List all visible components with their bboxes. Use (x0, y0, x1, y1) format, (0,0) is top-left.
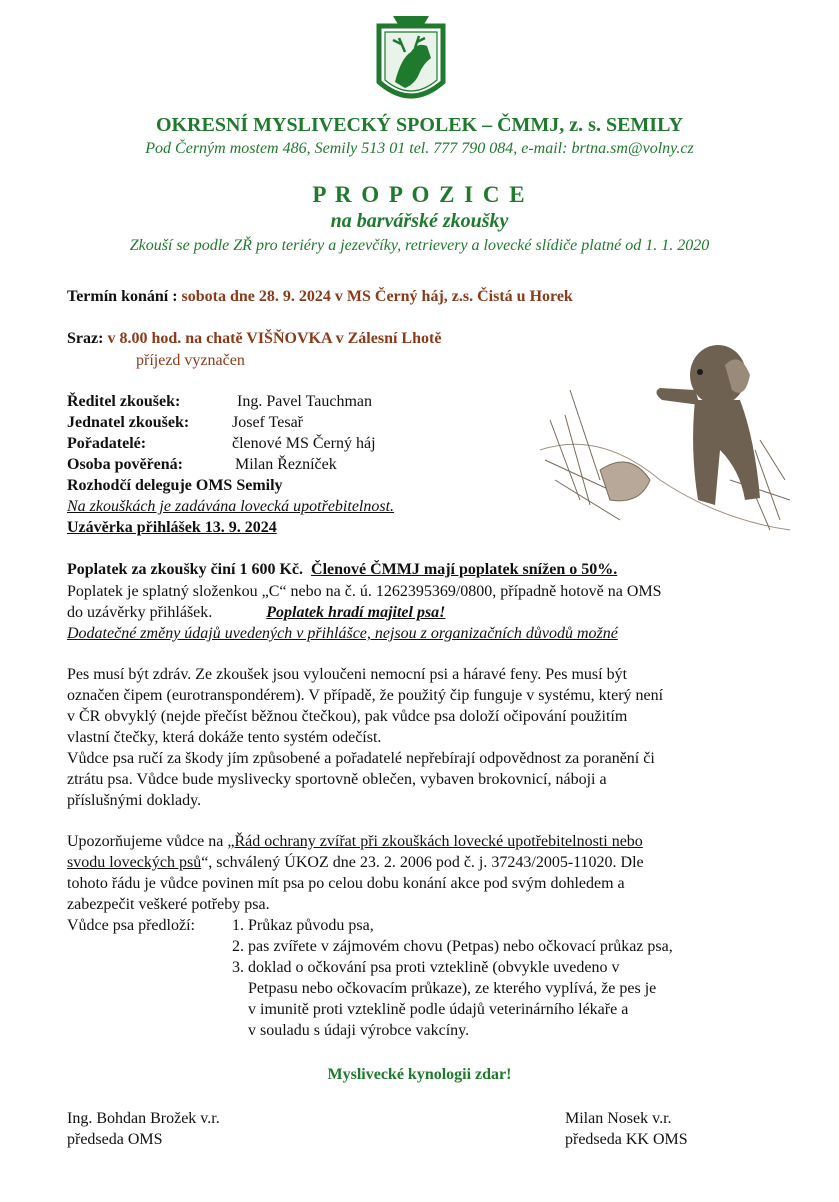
official-row (67, 393, 372, 411)
predlozi-label: Vůdce psa předloží: (67, 917, 195, 934)
fee-payer: Poplatek hradí majitel psa! (266, 604, 446, 621)
rozhodci: Rozhodčí deleguje OMS Semily (67, 477, 283, 494)
predlozi-item: 2. pas zvířete v zájmovém chovu (Petpas) nebo očkovací průkaz psa, (232, 938, 673, 955)
official-value: Milan Řezníček (235, 456, 337, 473)
official-row (67, 435, 376, 453)
rad-approval: “, schválený ÚKOZ dne 23. 2. 2006 pod č. j. 37243/2005-11020. Dle (201, 854, 644, 871)
health-line: Vůdce psa ručí za škody jím způsobené a pořadatelé nepřebírají odpovědnost za poranění či (67, 750, 655, 767)
official-value: členové MS Černý háj (232, 435, 376, 452)
health-line: označen čipem (eurotranspondérem). V případě, že použitý čip funguje v systému, který není (67, 687, 664, 704)
fee-line-1 (67, 561, 617, 579)
official-row (67, 456, 337, 474)
predlozi-item: 3. doklad o očkování psa proti vzteklině (obvykle uvedeno v (232, 959, 620, 976)
official-label: Jednatel zkoušek: (67, 414, 190, 431)
fee-line-3 (67, 604, 445, 622)
signature-left-role: předseda OMS (67, 1131, 163, 1148)
cmmj-logo (371, 12, 451, 112)
official-row (67, 414, 303, 432)
fee-deadline: do uzávěrky přihlášek. (67, 604, 213, 621)
fee-discount: Členové ČMMJ mají poplatek snížen o 50%. (311, 561, 618, 578)
signature-left-name: Ing. Bohdan Brožek v.r. (67, 1110, 220, 1127)
signature-right-role: předseda KK OMS (565, 1131, 688, 1148)
doc-rules: Zkouší se podle ZŘ pro teriéry a jezevčíky, retrievery a lovecké slídiče platné od 1. 1. 2020 (129, 237, 710, 254)
official-label: Osoba pověřená: (67, 456, 183, 473)
rad-line-3: tohoto řádu je vůdce povinen mít psa po celou dobu konání akce pod svým dohledem a (67, 875, 625, 892)
official-value: Josef Tesař (232, 414, 304, 431)
fee-amount: Poplatek za zkoušky činí 1 600 Kč. (67, 561, 304, 578)
health-line: v ČR obvyklý (nejde přečíst běžnou čtečkou), pak vůdce psa doloží očipování použitím (67, 708, 628, 725)
fee-note: Dodatečné změny údajů uvedených v přihlášce, nejsou z organizačních důvodů možné (67, 625, 618, 642)
termin-value: sobota dne 28. 9. 2024 v MS Černý háj, z.s. Čistá u Horek (181, 288, 573, 305)
org-address: Pod Černým mostem 486, Semily 513 01 tel. 777 790 084, e-mail: brtna.sm@volny.cz (145, 140, 694, 157)
closing: Myslivecké kynologii zdar! (327, 1066, 512, 1083)
sraz-value: v 8.00 hod. na chatě VIŠŇOVKA v Zálesní Lhotě (107, 330, 442, 347)
health-line: příslušnými doklady. (67, 792, 202, 809)
health-line: Pes musí být zdráv. Ze zkoušek jsou vyloučeni nemocní psi a háravé feny. Pes musí být (67, 666, 628, 683)
uzaverka: Uzávěrka přihlášek 13. 9. 2024 (67, 519, 277, 536)
rad-title: Řád ochrany zvířat při zkouškách lovecké upotřebitelnosti nebo (234, 833, 643, 850)
rad-line-2 (67, 854, 644, 872)
sraz-line (67, 330, 441, 348)
health-line: vlastní čtečky, která dokáže tento systém odečíst. (67, 729, 382, 746)
upotrebitelnost: Na zkouškách je zadávána lovecká upotřebitelnost. (67, 498, 395, 515)
termin-label: Termín konání : (67, 288, 178, 305)
rad-line-1 (67, 833, 643, 851)
rad-line-4: zabezpečit veškeré potřeby psa. (67, 896, 270, 913)
sraz-note: příjezd vyznačen (136, 352, 245, 369)
predlozi-continuation: v imunitě proti vzteklině podle údajů veterinárního lékaře a (248, 1001, 629, 1018)
termin-line (67, 288, 573, 306)
doc-title: P R O P O Z I C E (312, 182, 527, 207)
rad-title-end: svodu loveckých psů (67, 854, 202, 871)
fee-line-2: Poplatek je splatný složenkou „C“ nebo na č. ú. 1262395369/0800, případně hotově na OMS (67, 583, 662, 600)
official-value: Ing. Pavel Tauchman (237, 393, 372, 410)
official-label: Ředitel zkoušek: (67, 393, 181, 410)
official-label: Pořadatelé: (67, 435, 147, 452)
sraz-label: Sraz: (67, 330, 104, 347)
signature-right-name: Milan Nosek v.r. (565, 1110, 672, 1127)
dog-illustration (540, 330, 790, 535)
rad-intro: Upozorňujeme vůdce na „ (67, 833, 235, 850)
predlozi-item: 1. Průkaz původu psa, (232, 917, 374, 934)
predlozi-continuation: v souladu s údaji výrobce vakcíny. (248, 1022, 470, 1039)
org-title: OKRESNÍ MYSLIVECKÝ SPOLEK – ČMMJ, z. s. SEMILY (155, 114, 684, 136)
doc-subtitle: na barvářské zkoušky (330, 210, 509, 232)
health-line: ztrátu psa. Vůdce bude myslivecky sportovně oblečen, vybaven brokovnicí, náboji a (67, 771, 607, 788)
predlozi-continuation: Petpasu nebo očkovacím průkaze), ze kterého vyplívá, že pes je (248, 980, 657, 997)
